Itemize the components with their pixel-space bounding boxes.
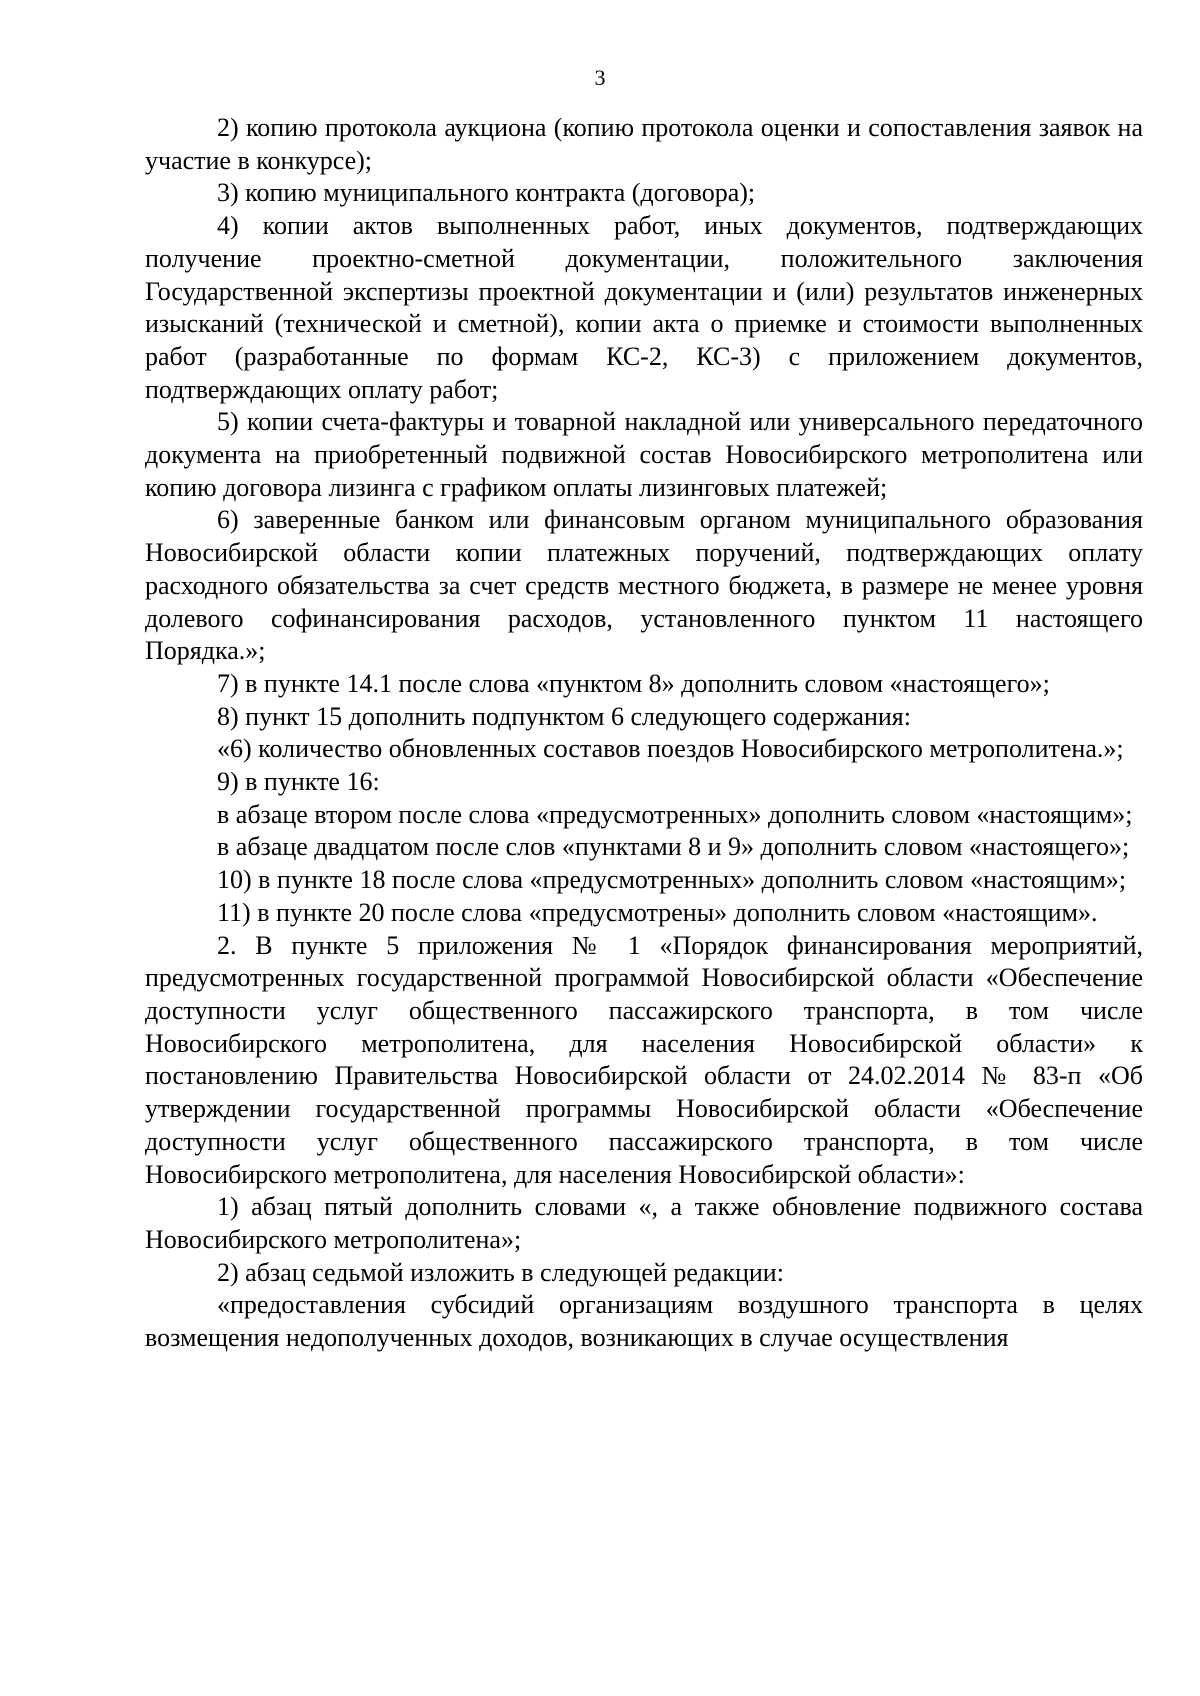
- paragraph: в абзаце втором после слова «предусмотренных» дополнить словом «настоящим»;: [217, 799, 1133, 829]
- page-number: 3: [594, 65, 606, 90]
- document-body: [145, 112, 1143, 1355]
- paragraph: «6) количество обновленных составов поездов Новосибирского метрополитена.»;: [217, 734, 1124, 764]
- paragraph: 4) копии актов выполненных работ, иных документов, подтверждающих получение проектно-сметной документации, положительного заключения Государственной экспертизы проектной документации и (или) результатов инженерных изысканий (технической и сметной), копии акта о приемке и стоимости выполненных работ (разработанные по формам КС-2, КС-3) с приложением документов, подтверждающих оплату работ;: [145, 211, 1143, 404]
- paragraph: 2) абзац седьмой изложить в следующей редакции:: [217, 1257, 784, 1287]
- paragraph: 8) пункт 15 дополнить подпунктом 6 следующего содержания:: [217, 701, 911, 731]
- paragraph: 2) копию протокола аукциона (копию протокола оценки и сопоставления заявок на участие в конкурсе);: [145, 113, 1143, 175]
- paragraph: 3) копию муниципального контракта (договора);: [217, 178, 756, 208]
- paragraph: 10) в пункте 18 после слова «предусмотренных» дополнить словом «настоящим»;: [217, 865, 1127, 895]
- paragraph: в абзаце двадцатом после слов «пунктами 8 и 9» дополнить словом «настоящего»;: [217, 832, 1130, 862]
- paragraph: 2. В пункте 5 приложения № 1 «Порядок финансирования мероприятий, предусмотренных государственной программой Новосибирской области «Обеспечение доступности услуг общественного пассажирского транспорта, в том числе Новосибирского метрополитена, для населения Новосибирской области» к постановлению Правительства Новосибирской области от 24.02.2014 № 83-п «Об утверждении государственной программы Новосибирской области «Обеспечение доступности услуг общественного пассажирского транспорта, в том числе Новосибирского метрополитена, для населения Новосибирской области»:: [145, 930, 1143, 1189]
- paragraph: «предоставления субсидий организациям воздушного транспорта в целях возмещения недополученных доходов, возникающих в случае осуществления: [145, 1290, 1143, 1353]
- paragraph: 11) в пункте 20 после слова «предусмотрены» дополнить словом «настоящим».: [217, 897, 1098, 927]
- paragraph: 1) абзац пятый дополнить словами «, а также обновление подвижного состава Новосибирского метрополитена»;: [145, 1192, 1143, 1254]
- paragraph: 9) в пункте 16:: [217, 767, 380, 797]
- paragraph: 6) заверенные банком или финансовым органом муниципального образования Новосибирской области копии платежных поручений, подтверждающих оплату расходного обязательства за счет средств местного бюджета, в размере не менее уровня долевого софинансирования расходов, установленного пунктом 11 настоящего Порядка.»;: [145, 505, 1143, 666]
- paragraph: 5) копии счета-фактуры и товарной накладной или универсального передаточного документа на приобретенный подвижной состав Новосибирского метрополитена или копию договора лизинга с графиком оплаты лизинговых платежей;: [145, 407, 1143, 502]
- paragraph: 7) в пункте 14.1 после слова «пунктом 8» дополнить словом «настоящего»;: [217, 668, 1050, 698]
